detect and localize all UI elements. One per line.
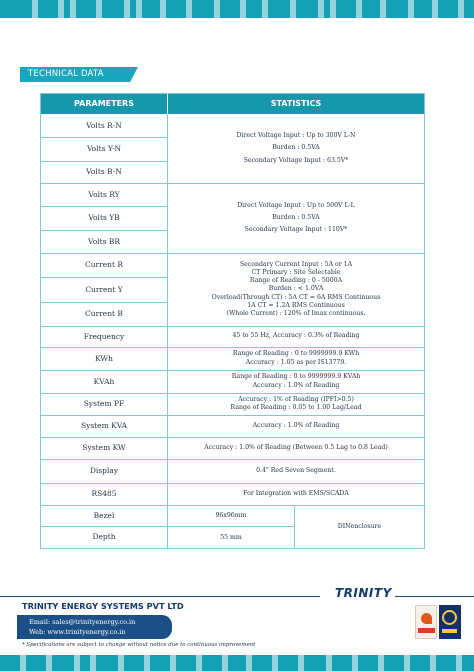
bar-stripe <box>290 0 296 18</box>
statistic-line: Accuracy : 1.0% of Reading <box>252 421 340 429</box>
bar-stripe <box>356 0 362 18</box>
bar-stripe <box>186 0 192 18</box>
bar-stripe <box>408 0 414 18</box>
top-decorative-bar <box>0 0 474 18</box>
param-cell: Volts BR <box>87 237 121 246</box>
statistic-line: Range of Reading : 0 - 5000A <box>249 277 343 285</box>
param-cell: System PF <box>83 399 125 408</box>
bezel-value: 96x96mm <box>215 512 247 519</box>
depth-value: 55 mm <box>220 533 242 541</box>
bar-stripe <box>170 655 176 671</box>
statistic-line: Secondary Voltage Input : 63.5V* <box>243 156 349 164</box>
statistic-line: Burden : 0.5VA <box>272 144 320 152</box>
contact-box <box>17 615 172 639</box>
param-cell: KVAh <box>93 377 115 386</box>
header-parameters: PARAMETERS <box>74 99 134 108</box>
statistic-line: Range of Reading : 0 to 9999999.9 KVAh <box>231 373 361 381</box>
param-cell: Volts Y-N <box>86 144 122 153</box>
statistic-cell <box>168 370 424 393</box>
bar-stripe <box>20 655 26 671</box>
statistic-line: Secondary Current Input : 5A or 1A <box>239 260 353 268</box>
statistic-cell <box>168 437 424 459</box>
statistic-cell <box>168 393 424 415</box>
statistic-line: Accuracy : 1.0% of Reading <box>252 381 340 389</box>
param-row-divider <box>41 137 167 138</box>
statistic-line: Burden : 0.5VA <box>272 213 320 221</box>
param-cell: System KW <box>82 443 126 452</box>
statistic-line: CT Primary : Site Selectable <box>251 268 341 276</box>
bar-stripe <box>404 655 410 671</box>
bottom-decorative-bar <box>0 655 474 671</box>
company-name: TRINITY ENERGY SYSTEMS PVT LTD <box>22 601 184 611</box>
table-header <box>41 94 424 114</box>
statistic-row-divider <box>168 505 424 506</box>
statistic-line: (Whole Current) : 120% of Imax continuous. <box>226 310 366 317</box>
bar-stripe <box>430 655 436 671</box>
technical-data-table <box>40 93 425 549</box>
enclosure-divider <box>294 505 295 548</box>
statistic-row-divider <box>168 437 424 438</box>
bar-stripe <box>318 0 324 18</box>
param-cell: KWh <box>95 354 113 363</box>
statistic-line: Range of Reading : 0.05 to 1.00 Lag/Lead <box>230 404 362 411</box>
param-row-divider <box>41 206 167 207</box>
bar-stripe <box>70 0 76 18</box>
footer-rule <box>0 596 474 597</box>
param-cell: Current Y <box>85 285 123 294</box>
statistic-cell <box>168 347 424 370</box>
statistic-line: Accuracy : 1.05 as per IS13779. <box>245 358 347 366</box>
param-row-divider <box>41 505 167 506</box>
param-cell: Volts R-N <box>86 121 122 130</box>
param-row-divider <box>41 483 167 484</box>
statistic-line: Accuracy : 1.0% of Reading (Between 0.5 Lag to 0.8 Lead) <box>204 443 388 451</box>
param-cell: Volts YB <box>88 213 120 222</box>
param-row-divider <box>41 183 167 184</box>
param-cell: Current B <box>85 309 123 318</box>
bar-stripe <box>240 0 246 18</box>
statistic-cell <box>168 483 424 505</box>
statistic-cell <box>168 253 424 326</box>
statistic-line: Secondary Voltage Input : 110V* <box>244 226 348 234</box>
bar-stripe <box>58 0 64 18</box>
bar-stripe <box>352 655 358 671</box>
statistic-row-divider <box>168 326 424 327</box>
param-row-divider <box>41 253 167 254</box>
bar-stripe <box>214 0 220 18</box>
header-statistics: STATISTICS <box>270 99 322 108</box>
statistic-line: Overload(Through CT) : 5A CT = 6A RMS Continuous <box>211 293 381 301</box>
statistic-row-divider <box>168 459 424 460</box>
param-cell: Bezel <box>93 511 115 520</box>
statistic-line: Burden : < 1.0VA <box>268 285 324 293</box>
certification-logos <box>415 605 461 639</box>
statistic-row-divider <box>168 183 424 184</box>
bar-stripe <box>46 655 52 671</box>
param-cell: Volts B-N <box>86 167 122 176</box>
statistic-cell <box>168 459 424 483</box>
bar-stripe <box>144 655 150 671</box>
email-link[interactable]: Email: sales@trinityenergy.co.in <box>29 618 136 626</box>
param-cell: Depth <box>92 532 116 541</box>
param-cell: Current R <box>84 260 124 269</box>
param-row-divider <box>41 459 167 460</box>
bar-stripe <box>222 655 228 671</box>
param-row-divider <box>41 230 167 231</box>
bar-stripe <box>74 655 80 671</box>
statistic-line: Direct Voltage Input : Up to 300V L-N <box>236 132 356 140</box>
statistic-cell <box>168 326 424 347</box>
bezel-depth-divider <box>168 526 294 527</box>
bar-stripe <box>96 0 102 18</box>
statistic-line: Direct Voltage Input : Up to 500V L-L <box>237 201 355 209</box>
statistic-line: Accuracy : 1% of Reading (IPFI>0.5) <box>238 395 354 403</box>
param-row-divider <box>41 415 167 416</box>
bar-stripe <box>378 655 384 671</box>
certification-logo-left <box>415 605 437 639</box>
section-title: TECHNICAL DATA <box>20 67 130 82</box>
statistic-line: 45 to 55 Hz, Accuracy : 0.3% of Reading <box>232 332 360 340</box>
param-cell: Volts RY <box>88 190 120 199</box>
statistic-row-divider <box>168 370 424 371</box>
param-cell: Frequency <box>83 332 125 341</box>
statistic-row-divider <box>168 253 424 254</box>
enclosure-value: DINenclosure <box>337 523 382 530</box>
disclaimer-note: * Specifications are subject to change without notice due to continuous improvement <box>22 642 256 648</box>
statistic-row-divider <box>168 347 424 348</box>
bar-stripe <box>326 655 332 671</box>
bar-stripe <box>262 0 268 18</box>
bar-stripe <box>32 0 38 18</box>
statistic-line: 0.4" Red Seven Segment. <box>256 466 336 474</box>
statistic-cell <box>168 183 424 253</box>
param-row-divider <box>41 393 167 394</box>
bar-stripe <box>196 655 202 671</box>
brand-name: TRINITY <box>335 586 392 600</box>
statistic-line: Range of Reading : 0 to 9999999.9 KWh <box>232 350 360 358</box>
param-row-divider <box>41 326 167 327</box>
param-row-divider <box>41 347 167 348</box>
statistic-line: For Integration with EMS/SCADA <box>243 489 349 497</box>
param-cell: System KVA <box>80 421 128 430</box>
bar-stripe <box>124 0 130 18</box>
header-divider <box>167 94 168 114</box>
bar-stripe <box>246 655 252 671</box>
certification-logo-right <box>439 605 461 639</box>
statistic-row-divider <box>168 483 424 484</box>
param-cell: RS485 <box>91 489 117 498</box>
bar-stripe <box>432 0 438 18</box>
bar-stripe <box>136 0 142 18</box>
bar-stripe <box>330 0 336 18</box>
bar-stripe <box>458 0 464 18</box>
bar-stripe <box>272 655 278 671</box>
statistic-row-divider <box>168 393 424 394</box>
bar-stripe <box>90 655 96 671</box>
param-row-divider <box>41 526 167 527</box>
bar-stripe <box>160 0 166 18</box>
statistic-line: 1A CT = 1.2A RMS Continuous <box>247 301 345 309</box>
param-row-divider <box>41 161 167 162</box>
web-link[interactable]: Web: www.trinityenergy.co.in <box>29 628 126 636</box>
bar-stripe <box>118 655 124 671</box>
bar-stripe <box>456 655 462 671</box>
param-row-divider <box>41 277 167 278</box>
param-row-divider <box>41 370 167 371</box>
bar-stripe <box>298 655 304 671</box>
statistic-row-divider <box>168 415 424 416</box>
param-row-divider <box>41 437 167 438</box>
statistic-cell <box>168 415 424 437</box>
param-cell: Display <box>89 466 119 475</box>
statistic-cell <box>168 114 424 183</box>
bar-stripe <box>380 0 386 18</box>
param-row-divider <box>41 302 167 303</box>
